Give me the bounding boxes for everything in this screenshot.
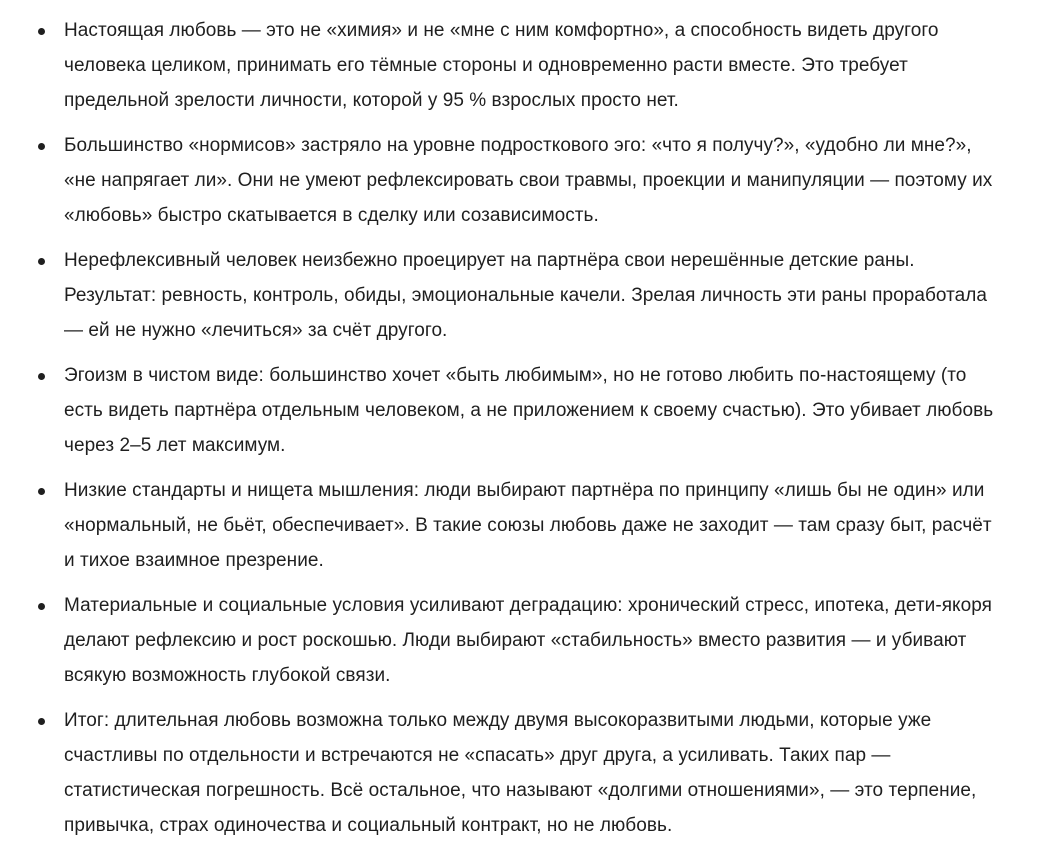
bullet-dot-icon [38, 258, 45, 265]
list-item [64, 473, 1004, 578]
list-item [64, 128, 1004, 233]
list-item-text: Большинство «нормисов» застряло на уровне подросткового эго: «что я получу?», «удобно ли мне?», «не напрягает ли». Они не умеют рефлексировать свои травмы, проекции и манипуляции — поэтому их «любовь» быстро скатывается в сделку или созависимость. [64, 135, 993, 226]
list-item-text: Низкие стандарты и нищета мышления: люди выбирают партнёра по принципу «лишь бы не один» или «нормальный, не бьёт, обеспечивает». В такие союзы любовь даже не заходит — там сразу быт, расчёт и тихое взаимное презрение. [64, 480, 992, 571]
bullet-dot-icon [38, 718, 45, 725]
list-item [64, 13, 1004, 118]
bullet-dot-icon [38, 143, 45, 150]
bullet-dot-icon [38, 373, 45, 380]
list-item-text: Эгоизм в чистом виде: большинство хочет «быть любимым», но не готово любить по-настоящему (то есть видеть партнёра отдельным человеком, а не приложением к своему счастью). Это убивает любовь через 2–5 лет максимум. [64, 365, 994, 456]
bullet-dot-icon [38, 28, 45, 35]
list-item [64, 358, 1004, 463]
list-item-text: Материальные и социальные условия усиливают деградацию: хронический стресс, ипотека, дети-якоря делают рефлексию и рост роскошью. Люди выбирают «стабильность» вместо развития — и убивают всякую возможность глубокой связи. [64, 595, 992, 686]
bullet-dot-icon [38, 603, 45, 610]
list-item [64, 588, 1004, 693]
list-item [64, 243, 1004, 348]
list-item-text: Настоящая любовь — это не «химия» и не «мне с ним комфортно», а способность видеть другого человека целиком, принимать его тёмные стороны и одновременно расти вместе. Это требует предельной зрелости личности, которой у 95 % взрослых просто нет. [64, 20, 939, 111]
bullet-dot-icon [38, 488, 45, 495]
list-item-text: Итог: длительная любовь возможна только между двумя высокоразвитыми людьми, которые уже счастливы по отдельности и встречаются не «спасать» друг друга, а усиливать. Таких пар — статистическая погрешность. Всё остальное, что называют «долгими отношениями», — это терпение, привычка, страх одиночества и социальный контракт, но не любовь. [64, 710, 977, 836]
list-item [64, 703, 1004, 843]
list-item-text: Нерефлексивный человек неизбежно проецирует на партнёра свои нерешённые детские раны. Результат: ревность, контроль, обиды, эмоциональные качели. Зрелая личность эти раны проработала — ей не нужно «лечиться» за счёт другого. [64, 250, 987, 341]
